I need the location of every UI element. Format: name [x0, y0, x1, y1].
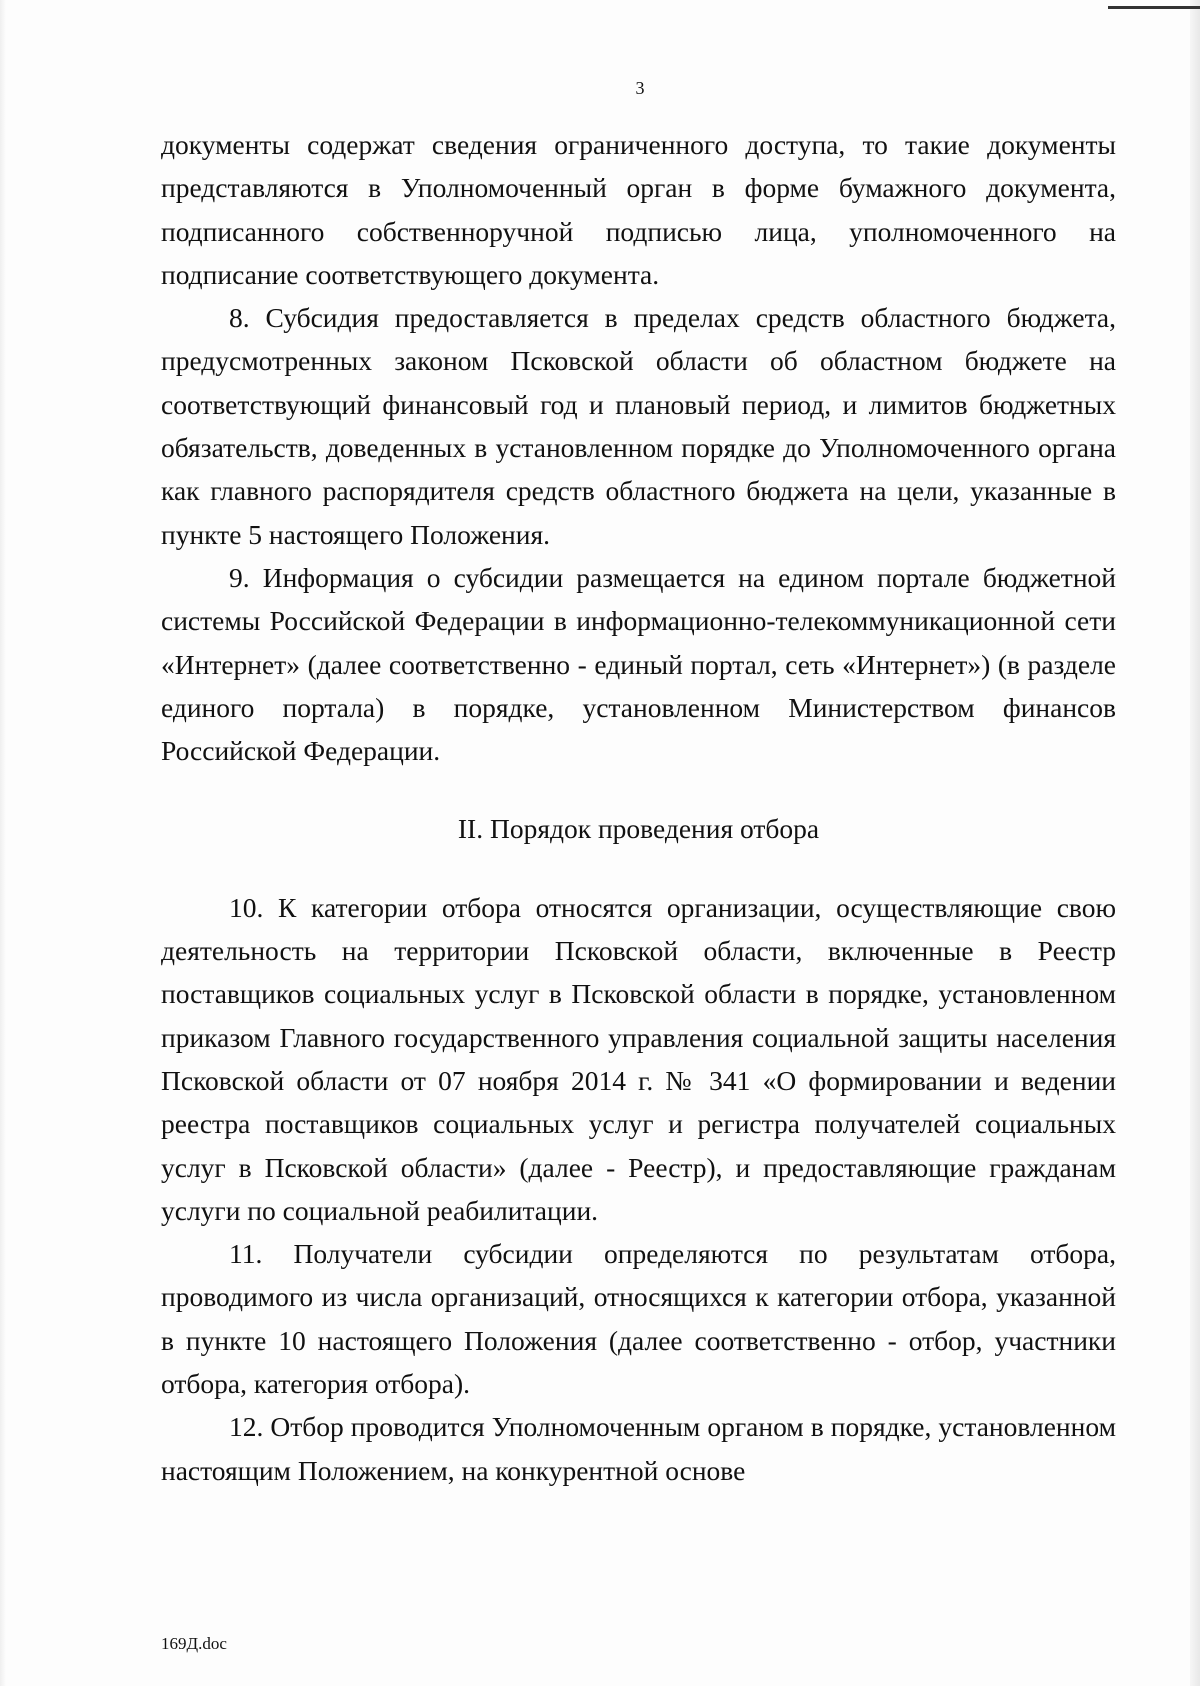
section-heading: II. Порядок проведения отбора	[457, 813, 820, 845]
paragraph-10: 10. К категории отбора относятся организации, осуществляющие свою деятельность на территории Псковской области, включенные в Реестр поставщиков социальных услуг в Псковской области в порядке, установленном приказом Главного государственного управления социальной защиты населения Псковской области от 07 ноября 2014 г. № 341 «О формировании и ведении реестра поставщиков социальных услуг и регистра получателей социальных услуг в Псковской области» (далее - Реестр), и предоставляющие гражданам услуги по социальной реабилитации.	[161, 891, 1116, 1226]
paragraph-11: 11. Получатели субсидии определяются по результатам отбора, проводимого из числа организаций, относящихся к категории отбора, указанной в пункте 10 настоящего Положения (далее соответственно - отбор, участники отбора, категория отбора).	[161, 1238, 1116, 1400]
paragraph-8: 8. Субсидия предоставляется в пределах средств областного бюджета, предусмотренных законом Псковской области об областном бюджете на соответствующий финансовый год и плановый период, и лимитов бюджетных обязательств, доведенных в установленном порядке до Уполномоченного органа как главного распорядителя средств областного бюджета на цели, указанные в пункте 5 настоящего Положения.	[161, 302, 1116, 550]
scan-top-mark	[1108, 6, 1200, 9]
footer-filename: 169Д.doc	[161, 1634, 227, 1653]
paragraph-12: 12. Отбор проводится Уполномоченным органом в порядке, установленном настоящим Положением, на конкурентной основе	[161, 1411, 1116, 1486]
scan-right-edge	[1190, 0, 1200, 1686]
paragraph-continuation: документы содержат сведения ограниченного доступа, то такие документы представляются в Уполномоченный орган в форме бумажного документа, подписанного собственноручной подписью лица, уполномоченного на подписание соответствующего документа.	[161, 129, 1116, 290]
document-body	[161, 123, 1116, 1492]
scan-left-edge	[0, 0, 6, 1686]
page-number: 3	[635, 78, 645, 98]
paragraph-9: 9. Информация о субсидии размещается на едином портале бюджетной системы Российской Федерации в информационно-телекоммуникационной сети «Интернет» (далее соответственно - единый портал, сеть «Интернет») (в разделе единого портала) в порядке, установленном Министерством финансов Российской Федерации.	[161, 561, 1116, 767]
